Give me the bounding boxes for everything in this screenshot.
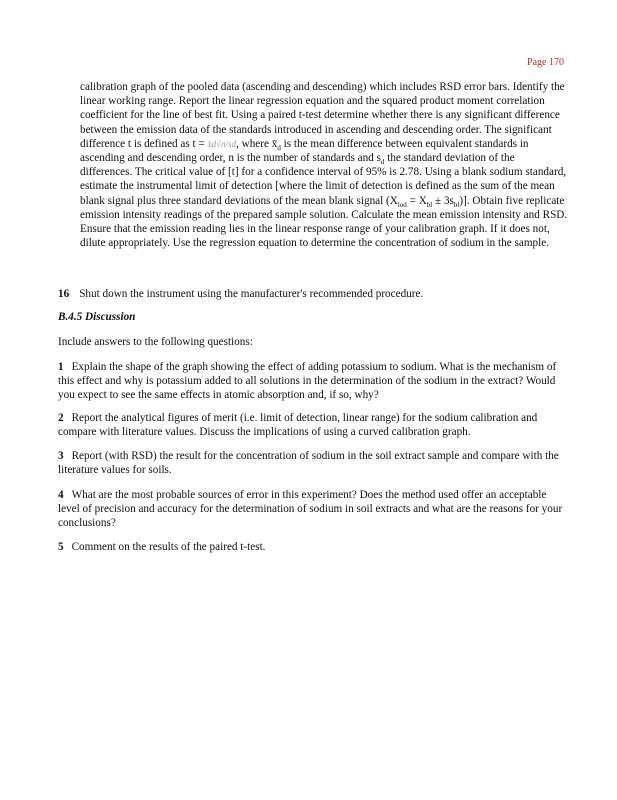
question-text: Explain the shape of the graph showing the effect of adding potassium to sodium. What is the mechanism of this effect and why is potassium added to all solutions in the determination of the sodium in the extract? Would you expect to see the same effects in atomic absorption and, if so, why? <box>58 361 557 401</box>
step-16 <box>58 287 568 301</box>
question-5 <box>58 540 568 554</box>
page-number: Page 170 <box>527 57 564 68</box>
subscript-d: d <box>277 144 281 153</box>
subscript-bl: bl <box>453 200 460 209</box>
step-text-part3: is the mean difference between equivalent standards in ascending and descending order, n is the number of standards and s <box>80 137 529 165</box>
step-text-part7: )]. Obtain five replicate emission intensity readings of the prepared sample solution. Calculate the mean emission intensity and RSD. Ensure that the emission reading lies in the linear response range of your calibration graph. If it does not, dilute appropriately. Use the regression equation to determine the concentration of sodium in the sample. <box>80 194 568 250</box>
subscript-lod: lod <box>397 200 407 209</box>
step-continuation-paragraph <box>80 80 568 250</box>
subscript-bl: bl <box>426 200 433 209</box>
question-number: 5 <box>58 541 64 553</box>
question-text: What are the most probable sources of error in this experiment? Does the method used offer an acceptable level of precision and accuracy for the determination of sodium in soil extracts and what are the reasons for your conclusions? <box>58 489 563 529</box>
question-number: 1 <box>58 361 64 373</box>
question-3 <box>58 449 568 477</box>
question-4 <box>58 488 568 530</box>
question-2 <box>58 411 568 439</box>
question-number: 4 <box>58 489 64 501</box>
section-heading: B.4.5 Discussion <box>58 311 136 323</box>
question-text: Report the analytical figures of merit (i.e. limit of detection, linear range) for the sodium calibration and compare with literature values. Discuss the implications of using a curved calibration graph. <box>58 412 538 438</box>
step-text-part4: the standard deviation of the differences. The critical value of [t] for a confidence interval of 95% is 2.78. Using a blank sodium standard, estimate the instrumental limit of detection [where the limit of detection is defined as the sum of the mean blank signal plus three standard deviations of the mean blank signal (X <box>80 152 567 207</box>
step-text: Shut down the instrument using the manufacturer's recommended procedure. <box>79 288 424 300</box>
subscript-d: d <box>380 158 385 167</box>
step-text-part2: , where x̄ <box>236 137 278 150</box>
question-number: 3 <box>58 450 64 462</box>
question-text: Comment on the results of the paired t-test. <box>71 541 266 553</box>
step-text-part6: ± 3s <box>432 194 454 207</box>
question-1 <box>58 360 568 402</box>
step-text-part1: calibration graph of the pooled data (ascending and descending) which includes RSD error bars. Identify the linear working range. Report the linear regression equation and the squared product moment correlation coefficient for the line of best fit. Using a paired t-test determine whether there is any significant difference between the emission data of the standards introduced in ascending and descending order. The significant difference t is defined as t = <box>80 81 565 150</box>
question-number: 2 <box>58 412 64 424</box>
t-formula: x̄d√n/sd <box>207 138 237 149</box>
intro-text: Include answers to the following questions: <box>58 336 253 348</box>
step-number: 16 <box>58 288 70 300</box>
question-text: Report (with RSD) the result for the concentration of sodium in the soil extract sample and compare with the literature values for soils. <box>58 450 559 476</box>
step-text-part5: = X <box>406 194 427 207</box>
